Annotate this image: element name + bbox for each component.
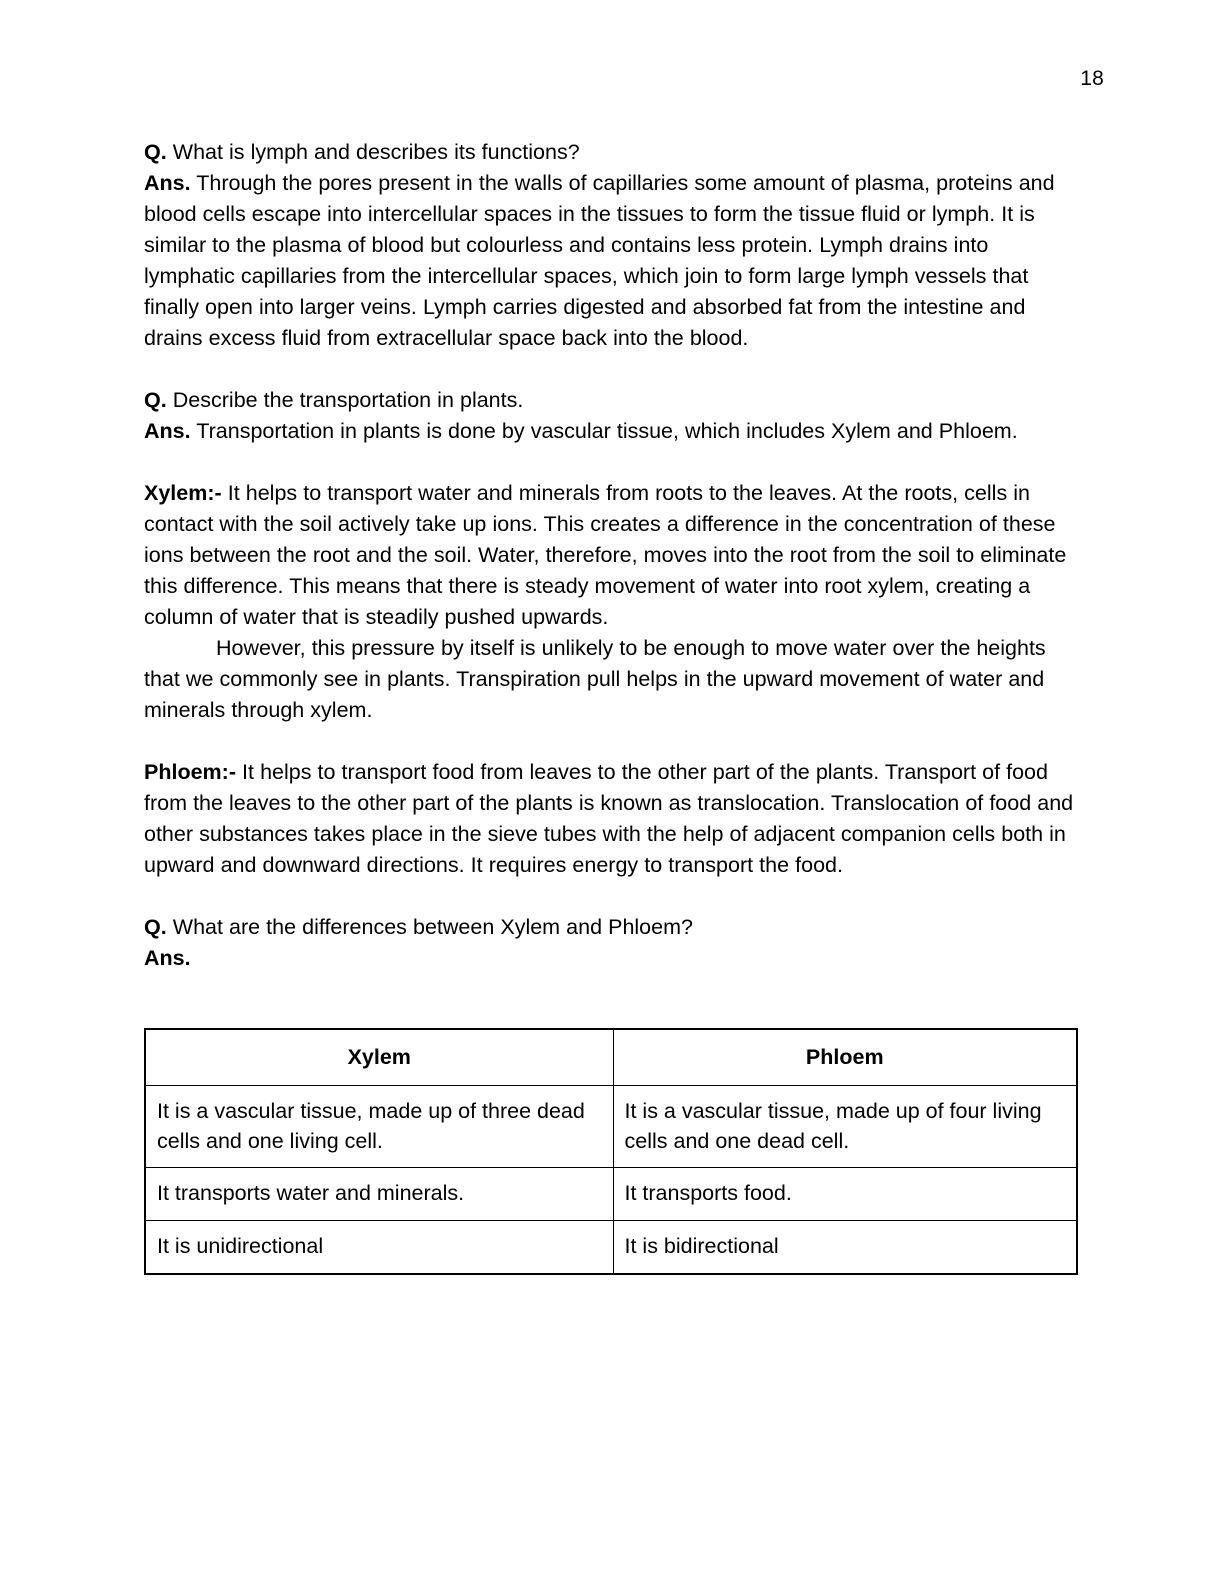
paragraph-gap <box>144 447 1076 478</box>
answer-lymph <box>144 168 1076 354</box>
table-header <box>145 1029 1077 1086</box>
table-row <box>145 1221 1077 1275</box>
question-lymph <box>144 137 1076 168</box>
xylem-body-text-2: However, this pressure by itself is unlikely to be enough to move water over the heights that we commonly see in plants. Transpiration pull helps in the upward movement of water and minerals through xylem. <box>144 636 1046 722</box>
phloem-heading: Phloem:- <box>144 760 236 784</box>
table-cell-phloem: It is a vascular tissue, made up of four living cells and one dead cell. <box>613 1086 1077 1168</box>
answer-transportation <box>144 416 1076 447</box>
xylem-paragraph-2 <box>144 633 1076 726</box>
table-header-row <box>145 1029 1077 1086</box>
question-text: Describe the transportation in plants. <box>166 388 524 412</box>
paragraph-gap <box>144 354 1076 385</box>
table-cell-phloem: It transports food. <box>613 1168 1077 1221</box>
table-row <box>145 1168 1077 1221</box>
question-label: Q. <box>144 140 167 164</box>
answer-label: Ans. <box>144 946 191 970</box>
xylem-paragraph <box>144 478 1076 633</box>
table-cell-xylem: It transports water and minerals. <box>145 1168 613 1221</box>
table-header-xylem: Xylem <box>145 1029 613 1086</box>
answer-text: Through the pores present in the walls of capillaries some amount of plasma, proteins and blood cells escape into intercellular spaces in the tissues to form the tissue fluid or lymph. It is similar to the plasma of blood but colourless and contains less protein. Lymph drains into lymphatic capillaries from the intercellular spaces, which join to form large lymph vessels that finally open into larger veins. Lymph carries digested and absorbed fat from the intestine and drains excess fluid from extracellular space back into the blood. <box>144 171 1055 350</box>
paragraph-gap <box>144 881 1076 912</box>
answer-differences <box>144 943 1076 974</box>
question-text: What are the differences between Xylem and Phloem? <box>166 915 693 939</box>
table-cell-phloem: It is bidirectional <box>613 1221 1077 1275</box>
xylem-phloem-comparison-table <box>144 1028 1078 1275</box>
answer-label: Ans. <box>144 419 191 443</box>
xylem-heading: Xylem:- <box>144 481 222 505</box>
table-body <box>145 1086 1077 1275</box>
page-content <box>144 137 1076 1275</box>
question-transportation <box>144 385 1076 416</box>
table-cell-xylem: It is unidirectional <box>145 1221 613 1275</box>
table-row <box>145 1086 1077 1168</box>
question-differences <box>144 912 1076 943</box>
table-header-phloem: Phloem <box>613 1029 1077 1086</box>
question-label: Q. <box>144 388 167 412</box>
comparison-table-wrapper <box>144 1028 1076 1275</box>
paragraph-gap <box>144 726 1076 757</box>
xylem-body-text: It helps to transport water and minerals from roots to the leaves. At the roots, cells in contact with the soil actively take up ions. This creates a difference in the concentration of these ions between the root and the soil. Water, therefore, moves into the root from the soil to eliminate this difference. This means that there is steady movement of water into root xylem, creating a column of water that is steadily pushed upwards. <box>144 481 1067 629</box>
table-cell-xylem: It is a vascular tissue, made up of three dead cells and one living cell. <box>145 1086 613 1168</box>
answer-text: Transportation in plants is done by vascular tissue, which includes Xylem and Phloem. <box>190 419 1018 443</box>
phloem-paragraph <box>144 757 1076 881</box>
page-number: 18 <box>1080 67 1104 90</box>
question-label: Q. <box>144 915 167 939</box>
answer-label: Ans. <box>144 171 191 195</box>
question-text: What is lymph and describes its functions? <box>166 140 580 164</box>
phloem-body-text: It helps to transport food from leaves to the other part of the plants. Transport of food from the leaves to the other part of the plants is known as translocation. Translocation of food and other substances takes place in the sieve tubes with the help of adjacent companion cells both in upward and downward directions. It requires energy to transport the food. <box>144 760 1074 877</box>
